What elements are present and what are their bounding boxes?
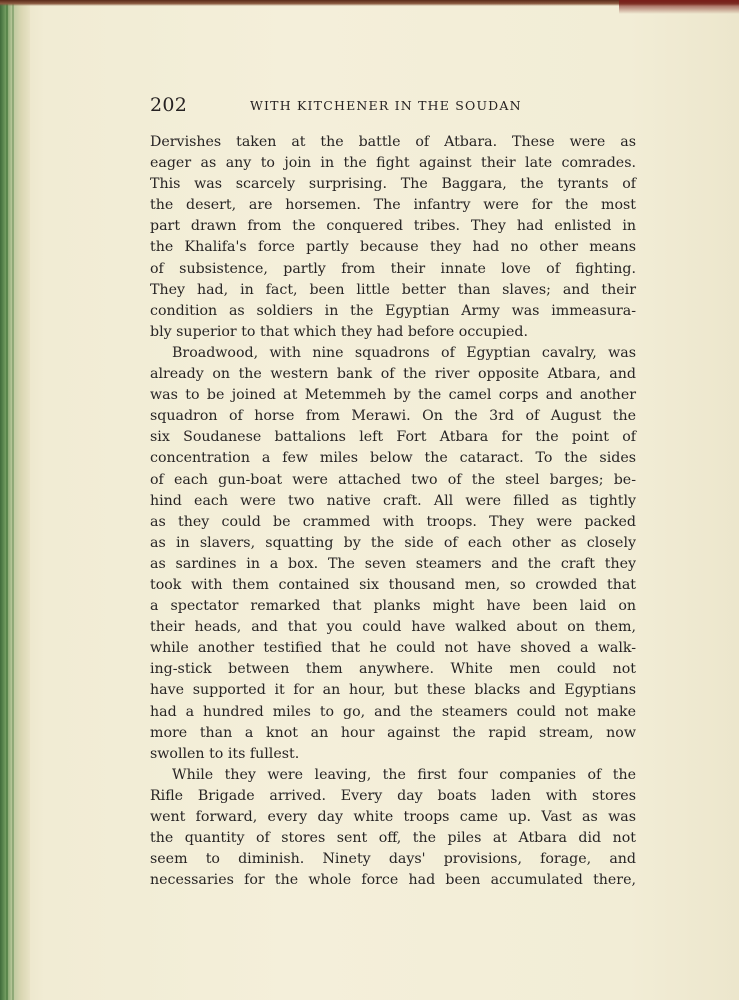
text-line: six Soudanese battalions left Fort Atbara for the point of: [150, 429, 636, 446]
text-line: seem to diminish. Ninety days' provisions, forage, and: [150, 851, 636, 868]
text-line: hind each were two native craft. All were filled as tightly: [150, 492, 636, 509]
text-line: part drawn from the conquered tribes. They had enlisted in: [150, 218, 636, 235]
text-line: took with them contained six thousand men, so crowded that: [150, 576, 636, 593]
text-line: They had, in fact, been little better than slaves; and their: [150, 281, 636, 298]
text-line: already on the western bank of the river opposite Atbara, and: [150, 366, 636, 383]
text-line: more than a knot an hour against the rapid stream, now: [150, 724, 636, 741]
text-line: the desert, are horsemen. The infantry were for the most: [150, 197, 636, 214]
spine-line: [6, 0, 8, 1000]
text-line: of each gun-boat were attached two of the steel barges; be-: [150, 471, 636, 488]
text-line: Rifle Brigade arrived. Every day boats laden with stores: [150, 787, 636, 804]
spine-line: [12, 0, 14, 1000]
page-header: [150, 94, 640, 118]
text-line: Dervishes taken at the battle of Atbara. These were as: [150, 134, 636, 150]
text-line: bly superior to that which they had before occupied.: [150, 323, 528, 340]
text-line: while another testified that he could not have shoved a walk-: [150, 640, 636, 657]
text-line: the Khalifa's force partly because they had no other means: [150, 239, 636, 256]
text-line: squadron of horse from Merawi. On the 3rd of August the: [150, 408, 636, 425]
text-line: ing-stick between them anywhere. White men could not: [150, 661, 636, 678]
text-line: as sardines in a box. The seven steamers and the craft they: [150, 555, 636, 572]
text-line: was to be joined at Metemmeh by the camel corps and another: [150, 387, 636, 404]
text-line: went forward, every day white troops came up. Vast as was: [150, 809, 636, 825]
text-line: had a hundred miles to go, and the steamers could not make: [150, 703, 636, 720]
text-line: their heads, and that you could have walked about on them,: [150, 619, 636, 636]
text-line: concentration a few miles below the cataract. To the sides: [150, 450, 636, 467]
text-line: This was scarcely surprising. The Baggara, the tyrants of: [150, 176, 636, 193]
text-line: swollen to its fullest.: [150, 745, 300, 762]
text-line: While they were leaving, the first four companies of the: [172, 766, 636, 783]
text-line: as they could be crammed with troops. They were packed: [150, 513, 636, 530]
paragraph-2: [150, 343, 636, 765]
body-text: [150, 132, 636, 891]
text-line: condition as soldiers in the Egyptian Army was immeasura-: [150, 302, 636, 319]
text-line: the quantity of stores sent off, the piles at Atbara did not: [150, 830, 636, 847]
page-number: 202: [150, 94, 188, 116]
text-line: have supported it for an hour, but these blacks and Egyptians: [150, 682, 636, 699]
book-spine-edge: [0, 0, 30, 1000]
top-cover-edge: [619, 0, 739, 14]
text-line: as in slavers, squatting by the side of each other as closely: [150, 534, 636, 551]
running-title: WITH KITCHENER IN THE SOUDAN: [250, 98, 522, 113]
text-line: necessaries for the whole force had been accumulated there,: [150, 872, 636, 889]
paragraph-1: [150, 132, 636, 343]
text-line: a spectator remarked that planks might have been laid on: [150, 598, 636, 615]
text-line: Broadwood, with nine squadrons of Egyptian cavalry, was: [172, 344, 636, 361]
text-line: of subsistence, partly from their innate love of fighting.: [150, 260, 636, 277]
paragraph-3: [150, 765, 636, 892]
text-line: eager as any to join in the fight against their late comrades.: [150, 155, 636, 172]
